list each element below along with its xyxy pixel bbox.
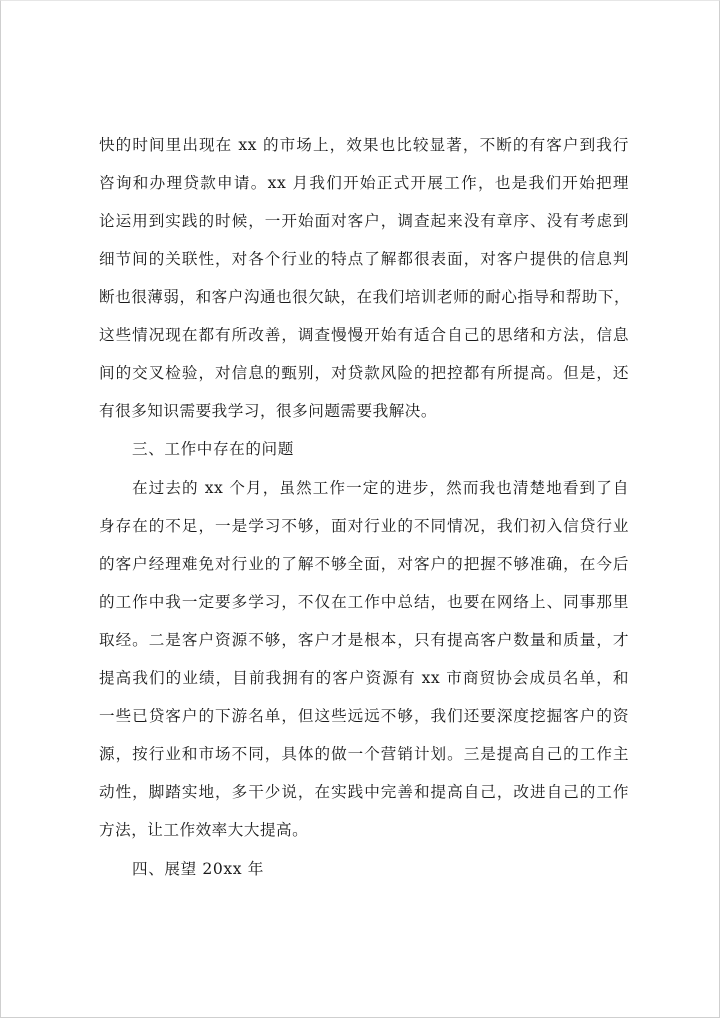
paragraph-line: 方法，让工作效率大大提高。: [99, 821, 309, 839]
paragraph-line: 论运用到实践的时候，一开始面对客户，调查起来没有章序、没有考虑到: [99, 212, 629, 230]
paragraph-line: 细节间的关联性，对各个行业的特点了解都很表面，对客户提供的信息判: [99, 250, 629, 268]
paragraph-line: 动性，脚踏实地，多干少说，在实践中完善和提高自己，改进自己的工作: [99, 783, 629, 801]
section-heading: 三、工作中存在的问题: [132, 440, 294, 458]
paragraph-line: 取经。二是客户资源不够，客户才是根本，只有提高客户数量和质量，才: [99, 631, 629, 649]
paragraph-line: 一些已贷客户的下游名单，但这些远远不够，我们还要深度挖掘客户的资: [99, 707, 629, 725]
paragraph-line: 在过去的 xx 个月，虽然工作一定的进步，然而我也清楚地看到了自: [132, 479, 629, 497]
paragraph-line: 提高我们的业绩，目前我拥有的客户资源有 xx 市商贸协会成员名单，和: [99, 669, 629, 687]
paragraph-line: 咨询和办理贷款申请。xx 月我们开始正式开展工作，也是我们开始把理: [99, 174, 629, 192]
paragraph-line: 这些情况现在都有所改善，调查慢慢开始有适合自己的思绪和方法，信息: [99, 326, 629, 344]
paragraph-line: 身存在的不足，一是学习不够，面对行业的不同情况，我们初入信贷行业: [99, 517, 629, 535]
paragraph-line: 断也很薄弱，和客户沟通也很欠缺，在我们培训老师的耐心指导和帮助下，: [99, 288, 631, 306]
section-heading: 四、展望 20xx 年: [132, 860, 264, 878]
paragraph-line: 的工作中我一定要多学习，不仅在工作中总结，也要在网络上、同事那里: [99, 593, 629, 611]
paragraph-line: 的客户经理难免对行业的了解不够全面，对客户的把握不够准确，在今后: [99, 555, 629, 573]
paragraph-line: 快的时间里出现在 xx 的市场上，效果也比较显著，不断的有客户到我行: [99, 136, 629, 154]
paragraph-line: 间的交叉检验，对信息的甄别，对贷款风险的把控都有所提高。但是，还: [99, 364, 629, 382]
paragraph-line: 源，按行业和市场不同，具体的做一个营销计划。三是提高自己的工作主: [99, 745, 629, 763]
paragraph-line: 有很多知识需要我学习，很多问题需要我解决。: [99, 402, 437, 420]
